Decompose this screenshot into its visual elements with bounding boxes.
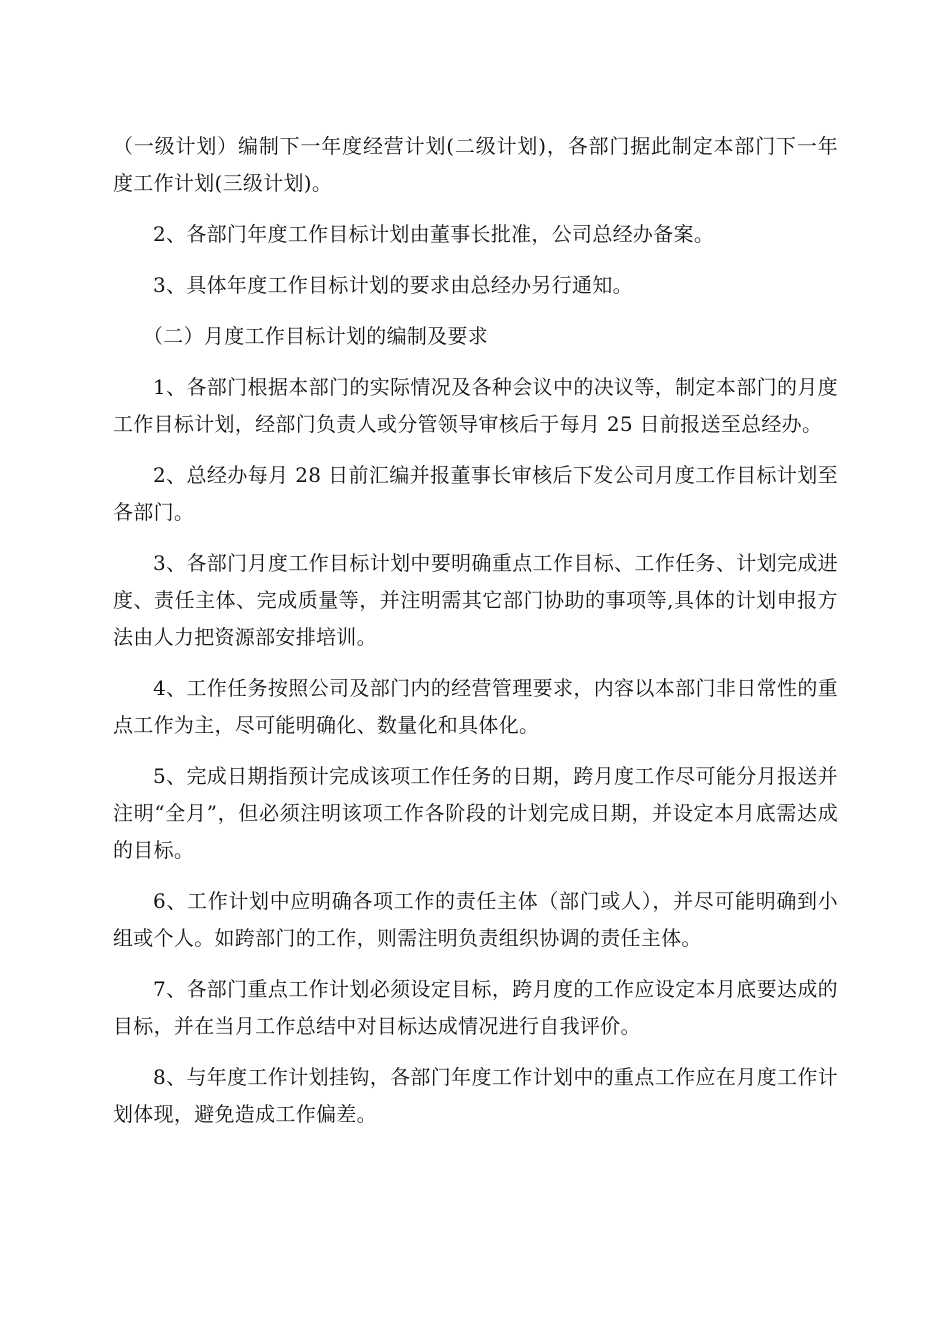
paragraph-monthly-item-1: 1、各部门根据本部门的实际情况及各种会议中的决议等，制定本部门的月度工作目标计划，经部门负责人或分管领导审核后于每月 25 日前报送至总经办。 <box>113 375 838 436</box>
paragraph-monthly-item-6: 6、工作计划中应明确各项工作的责任主体（部门或人），并尽可能明确到小组或个人。如跨部门的工作，则需注明负责组织协调的责任主体。 <box>113 889 838 950</box>
paragraph-annual-item-3: 3、具体年度工作目标计划的要求由总经办另行通知。 <box>153 273 633 297</box>
paragraph-monthly-item-7: 7、各部门重点工作计划必须设定目标，跨月度的工作应设定本月底要达成的目标，并在当月工作总结中对目标达成情况进行自我评价。 <box>113 977 838 1038</box>
paragraph-monthly-item-5: 5、完成日期指预计完成该项工作任务的日期，跨月度工作尽可能分月报送并注明“全月”，但必须注明该项工作各阶段的计划完成日期，并设定本月底需达成的目标。 <box>113 764 838 862</box>
section-heading-monthly-plan: （二）月度工作目标计划的编制及要求 <box>143 324 489 348</box>
paragraph-monthly-item-4: 4、工作任务按照公司及部门内的经营管理要求，内容以本部门非日常性的重点工作为主，尽可能明确化、数量化和具体化。 <box>113 676 838 737</box>
paragraph-continued-plan: （一级计划）编制下一年度经营计划(二级计划)，各部门据此制定本部门下一年度工作计划(三级计划)。 <box>113 134 838 195</box>
paragraph-monthly-item-2: 2、总经办每月 28 日前汇编并报董事长审核后下发公司月度工作目标计划至各部门。 <box>113 463 838 524</box>
paragraph-monthly-item-3: 3、各部门月度工作目标计划中要明确重点工作目标、工作任务、计划完成进度、责任主体、完成质量等，并注明需其它部门协助的事项等,具体的计划申报方法由人力把资源部安排培训。 <box>113 551 838 649</box>
paragraph-annual-item-2: 2、各部门年度工作目标计划由董事长批准，公司总经办备案。 <box>153 222 715 246</box>
paragraph-monthly-item-8: 8、与年度工作计划挂钩，各部门年度工作计划中的重点工作应在月度工作计划体现，避免造成工作偏差。 <box>113 1065 838 1126</box>
document-body <box>113 128 838 1147</box>
